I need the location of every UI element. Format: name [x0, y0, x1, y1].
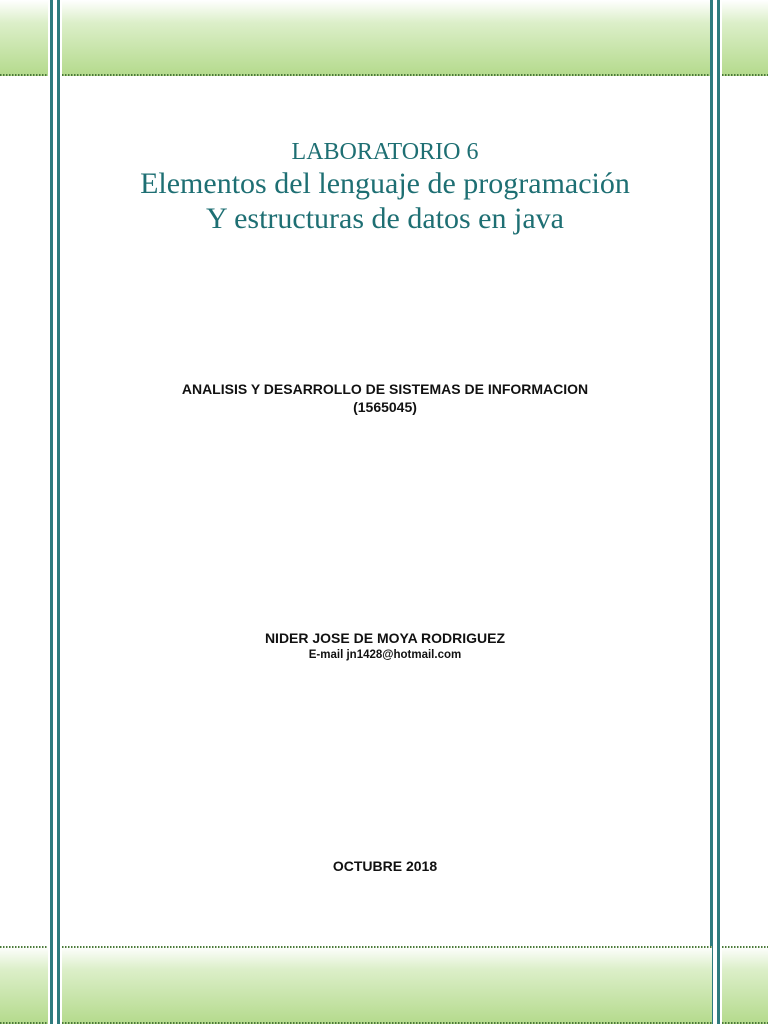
right-border-rule: [710, 0, 720, 1024]
program-name: [60, 380, 710, 416]
author-email: E-mail jn1428@hotmail.com: [308, 649, 462, 661]
page-title: [60, 166, 710, 236]
bottom-right-green-band: [722, 946, 768, 1024]
top-left-green-band: [0, 0, 48, 76]
lab-number: LABORATORIO 6: [291, 139, 479, 165]
program-code: (1565045): [353, 399, 417, 415]
bottom-left-green-band: [0, 946, 48, 1024]
left-border-rule: [50, 0, 60, 1024]
top-right-green-band: [722, 0, 768, 76]
author-name: NIDER JOSE DE MOYA RODRIGUEZ: [264, 630, 506, 646]
bottom-green-band: [62, 946, 712, 1024]
document-date: OCTUBRE 2018: [332, 858, 438, 874]
cover-page-content: [60, 0, 710, 1024]
program-line-1: ANALISIS Y DESARROLLO DE SISTEMAS DE INFORMACION: [181, 381, 589, 397]
title-line-1: Elementos del lenguaje de programación: [140, 167, 630, 200]
title-line-2: Y estructuras de datos en java: [206, 202, 564, 235]
